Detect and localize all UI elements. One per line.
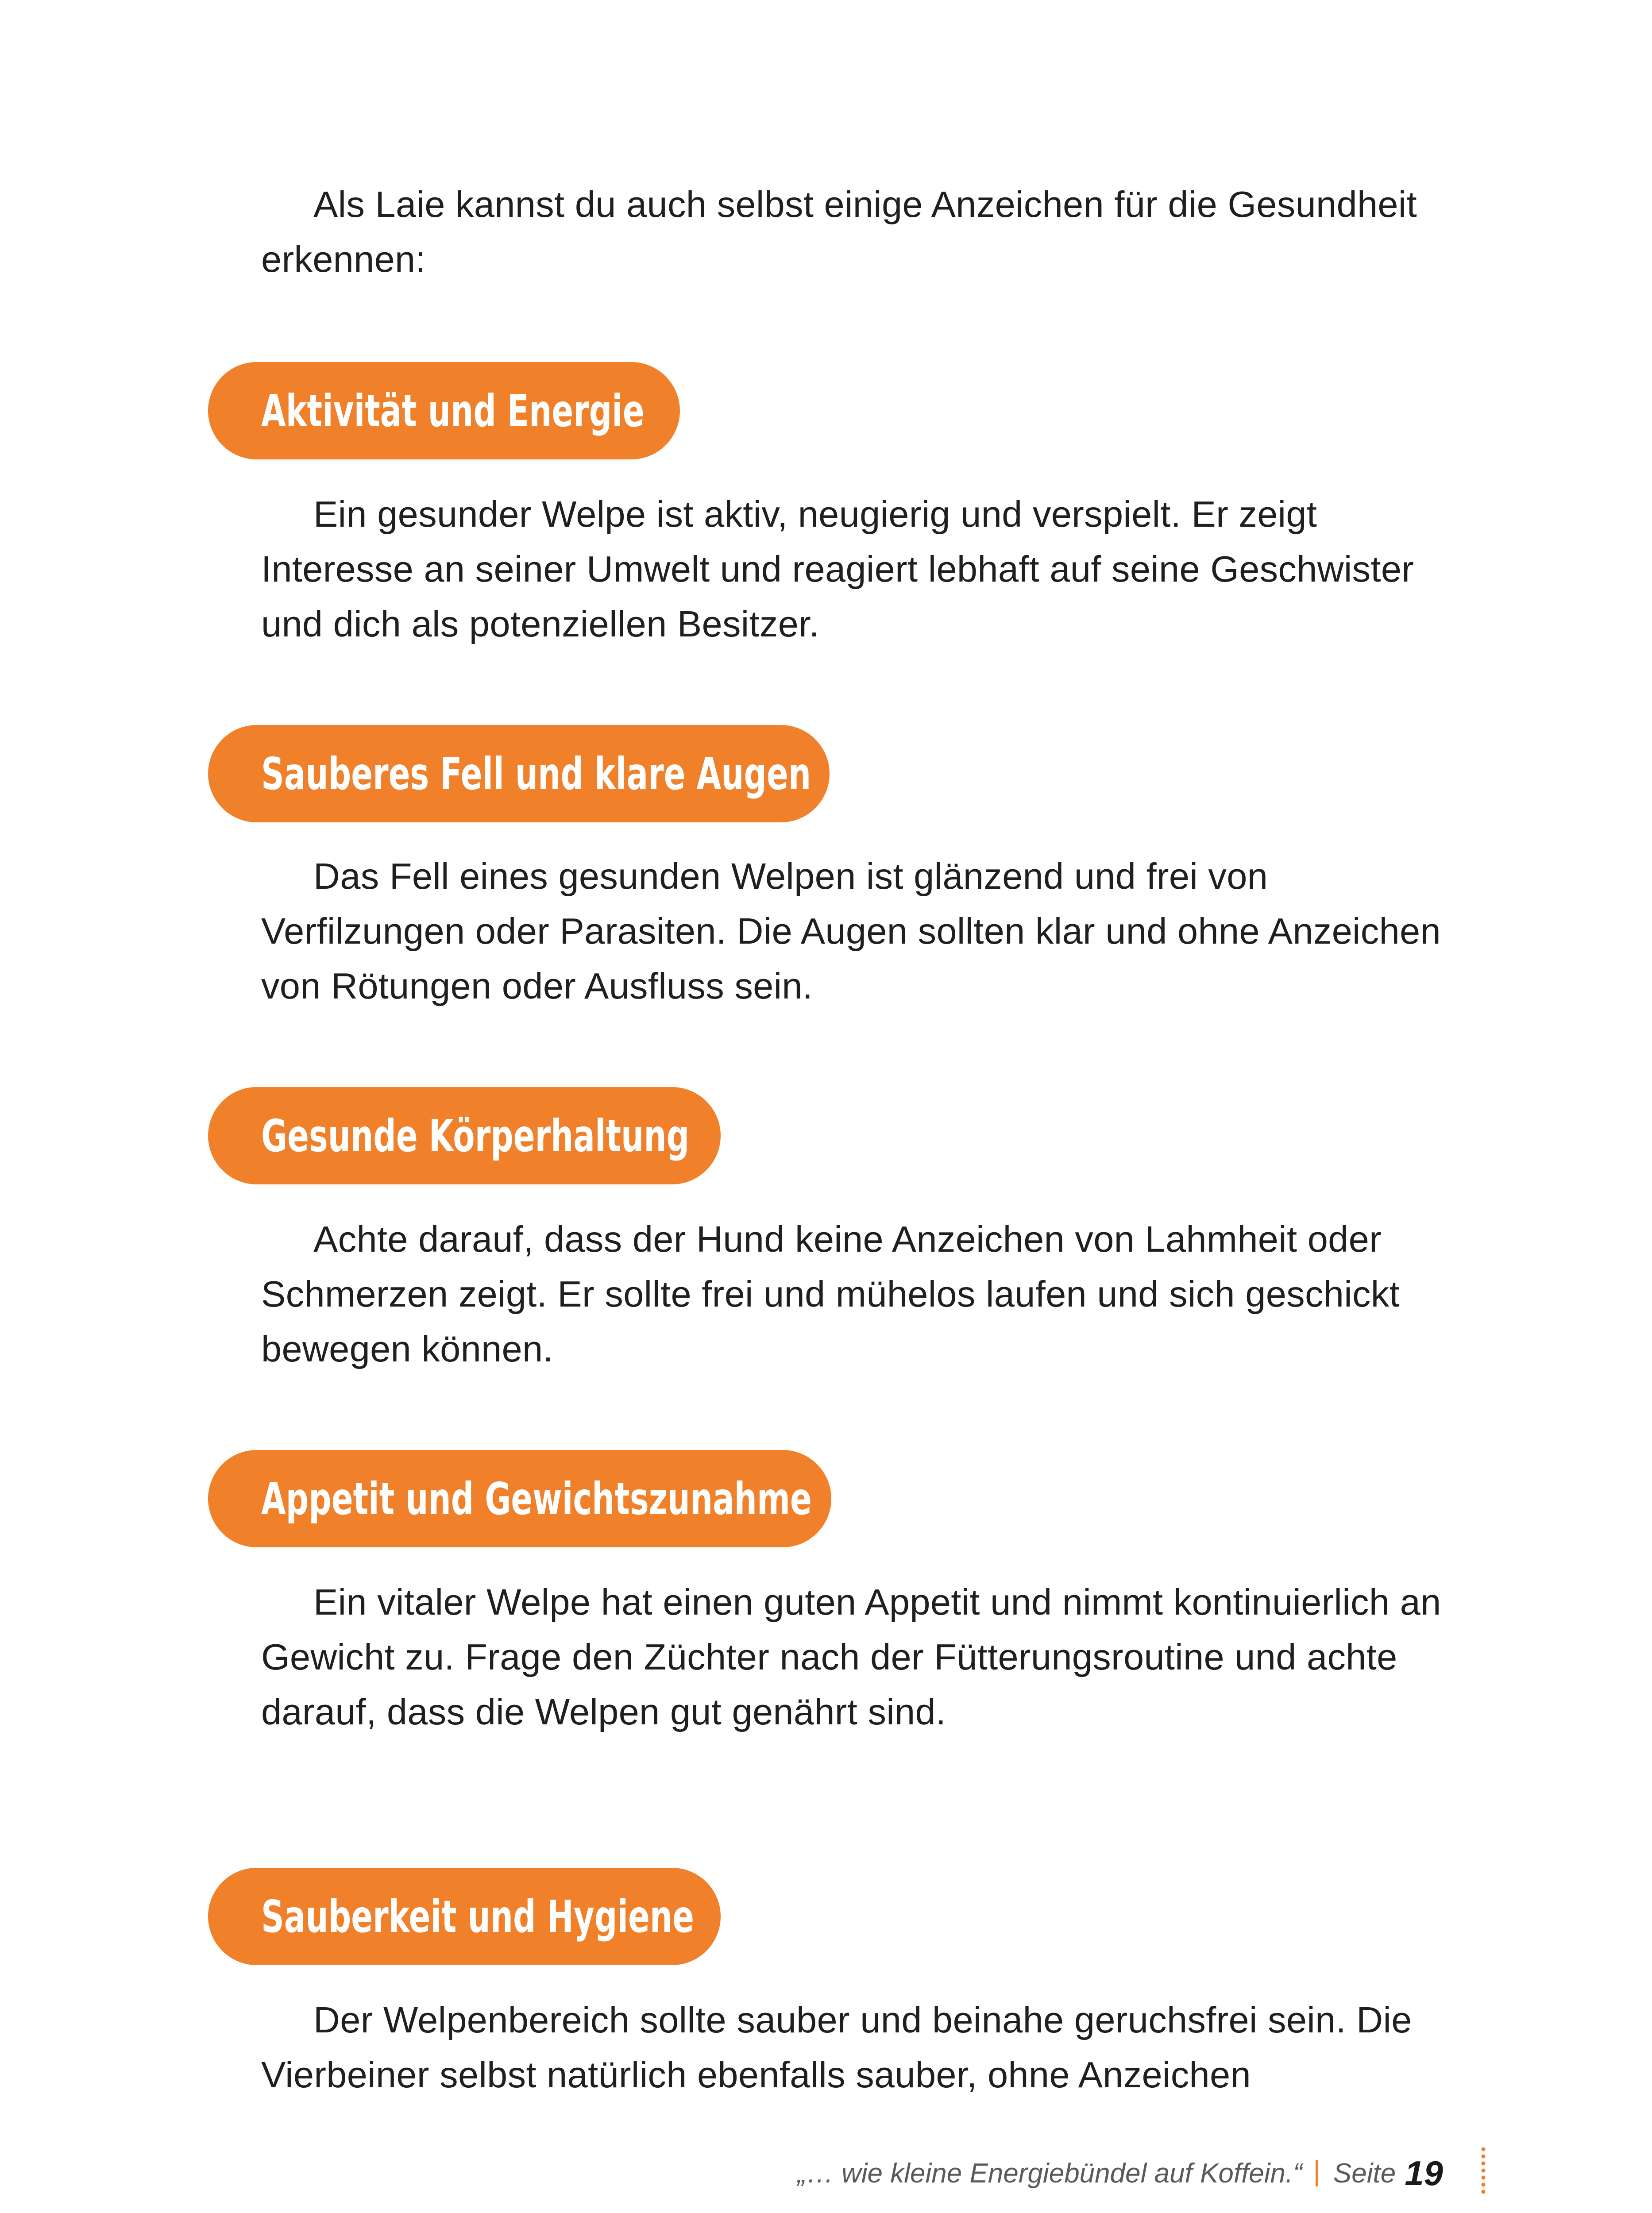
section-paragraph-activity	[261, 487, 1474, 652]
intro-text: Als Laie kannst du auch selbst einige Anzeichen für die Gesundheit erkennen:	[261, 184, 1417, 280]
section-body-text: Ein gesunder Welpe ist aktiv, neugierig und verspielt. Er zeigt Interesse an seiner Umwelt und reagiert lebhaft auf seine Geschwister und dich als potenziellen Besitzer.	[261, 493, 1414, 644]
section-body-text: Achte darauf, dass der Hund keine Anzeichen von Lahmheit oder Schmerzen zeigt. Er sollte frei und mühelos laufen und sich geschickt bewegen können.	[261, 1218, 1400, 1369]
section-paragraph-fur-eyes	[261, 849, 1474, 1014]
footer-quote: „… wie kleine Energiebündel auf Koffein.“	[797, 2158, 1302, 2189]
section-body-text: Der Welpenbereich sollte sauber und beinahe geruchsfrei sein. Die Vierbeiner selbst natürlich ebenfalls sauber, ohne Anzeichen	[261, 1999, 1412, 2095]
section-body-text: Ein vitaler Welpe hat einen guten Appetit und nimmt kontinuierlich an Gewicht zu. Frage den Züchter nach der Fütterungsroutine und achte darauf, dass die Welpen gut genährt sind.	[261, 1581, 1441, 1732]
section-body-text: Das Fell eines gesunden Welpen ist glänzend und frei von Verfilzungen oder Parasiten. Die Augen sollten klar und ohne Anzeichen von Rötungen oder Ausfluss sein.	[261, 856, 1441, 1006]
section-heading-text: Sauberkeit und Hygiene	[261, 1890, 694, 1943]
page-number: 19	[1405, 2153, 1443, 2193]
page-footer	[797, 2151, 1443, 2195]
section-heading-text: Appetit und Gewichtszunahme	[261, 1473, 812, 1525]
section-heading-hygiene	[208, 1868, 721, 1965]
section-heading-text: Gesunde Körperhaltung	[261, 1110, 690, 1162]
section-heading-posture	[208, 1087, 721, 1184]
section-heading-activity	[208, 362, 680, 459]
page-label: Seite	[1333, 2158, 1396, 2189]
intro-paragraph	[261, 177, 1474, 287]
section-paragraph-appetite	[261, 1575, 1474, 1739]
footer-separator	[1316, 2160, 1318, 2186]
section-heading-fur-eyes	[208, 725, 830, 822]
section-heading-text: Aktivität und Energie	[261, 385, 645, 437]
section-heading-text: Sauberes Fell und klare Augen	[261, 748, 811, 800]
section-heading-appetite	[208, 1450, 831, 1547]
section-paragraph-posture	[261, 1212, 1474, 1376]
dotted-margin-line	[1481, 2146, 1486, 2194]
section-paragraph-hygiene	[261, 1993, 1474, 2102]
